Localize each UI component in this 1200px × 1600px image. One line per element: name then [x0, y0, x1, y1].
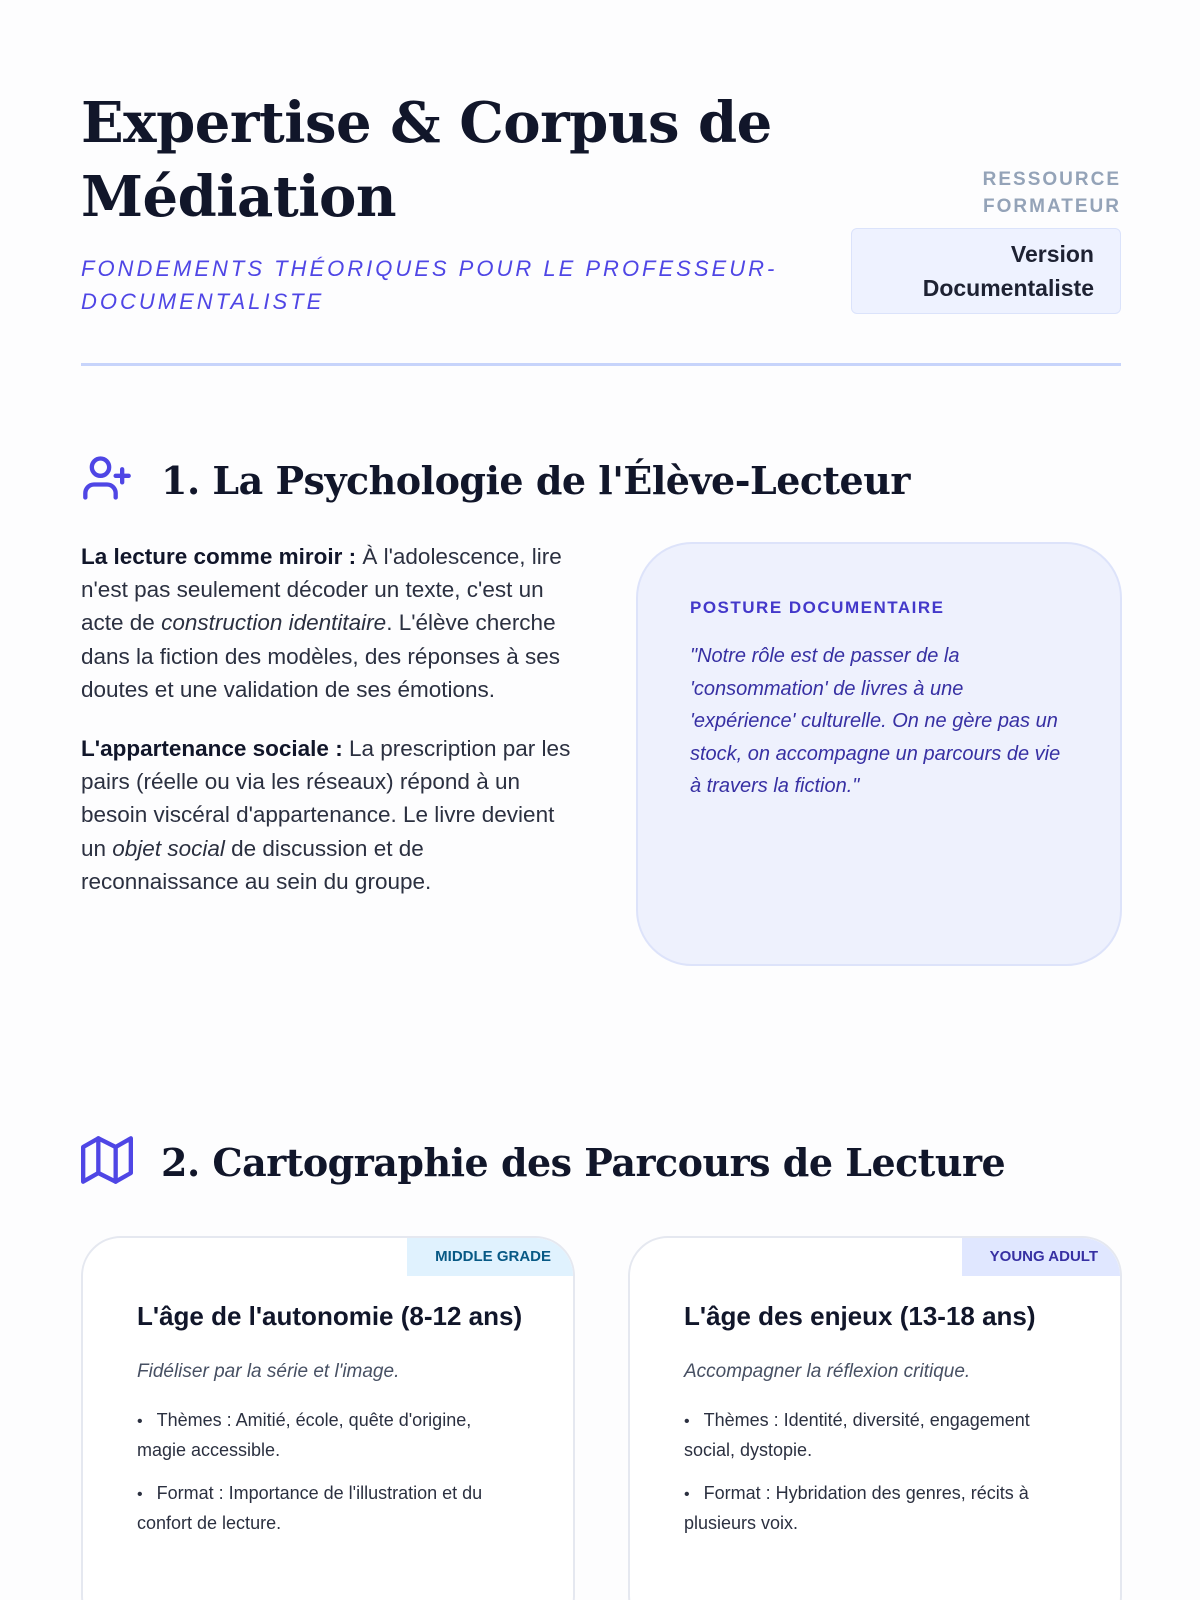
card-title: L'âge des enjeux (13-18 ans): [684, 1301, 1036, 1331]
card-list: [684, 1406, 1070, 1538]
map-icon: [81, 1134, 133, 1191]
page-header: [81, 86, 1121, 368]
header-meta: [851, 166, 1121, 314]
page-title: Expertise & Corpus de Médiation: [81, 90, 772, 230]
list-item: • Thèmes : Identité, diversité, engagement social, dystopie.: [684, 1406, 1070, 1465]
card-subtitle: Accompagner la réflexion critique.: [684, 1361, 971, 1382]
quote-label: POSTURE DOCUMENTAIRE: [690, 598, 945, 617]
young-adult-tag: YOUNG ADULT: [962, 1238, 1120, 1276]
section2-heading: [81, 1132, 1005, 1192]
section1-title: 1. La Psychologie de l'Élève-Lecteur: [161, 457, 910, 503]
paragraph-text: La prescription par les pairs (réelle ou via les réseaux) répond à un besoin viscéral d'appartenance. Le livre devient un: [81, 736, 571, 861]
section2-title: 2. Cartographie des Parcours de Lecture: [161, 1139, 1006, 1185]
paragraph-emphasis: objet social: [112, 835, 225, 861]
paragraph-text: . L'élève cherche dans la fiction des modèles, des réponses à ses doutes et une validation de ses émotions.: [81, 610, 561, 702]
page-subtitle: FONDEMENTS THÉORIQUES POUR LE PROFESSEUR-DOCUMENTALISTE: [81, 256, 778, 314]
card-title: L'âge de l'autonomie (8-12 ans): [137, 1301, 523, 1331]
paragraph-miroir: [81, 540, 571, 706]
section1-heading: [81, 450, 910, 510]
card-list: [137, 1406, 523, 1538]
version-badge: Version Documentaliste: [851, 228, 1121, 314]
posture-quote-card: [636, 542, 1122, 966]
young-adult-card: [628, 1236, 1122, 1600]
section1-text: [81, 540, 571, 924]
paragraph-lead: L'appartenance sociale :: [81, 736, 343, 762]
middle-grade-card: [81, 1236, 575, 1600]
list-item: • Format : Importance de l'illustration et du confort de lecture.: [137, 1479, 523, 1538]
middle-grade-tag: MIDDLE GRADE: [407, 1238, 573, 1276]
header-divider: [81, 363, 1121, 366]
paragraph-text: À l'adolescence, lire n'est pas seulement décoder un texte, c'est un acte de: [81, 544, 562, 636]
resource-label: RESSOURCE FORMATEUR: [982, 169, 1121, 217]
user-plus-icon: [81, 452, 133, 509]
paragraph-emphasis: construction identitaire: [161, 610, 387, 636]
quote-text: "Notre rôle est de passer de la 'consommation' de livres à une 'expérience' culturelle. On ne gère pas un stock, on accompagne un parcours de vie à travers la fiction.": [690, 645, 1061, 797]
list-item: • Thèmes : Amitié, école, quête d'origine, magie accessible.: [137, 1406, 523, 1465]
list-item: • Format : Hybridation des genres, récits à plusieurs voix.: [684, 1479, 1070, 1538]
paragraph-text: de discussion et de reconnaissance au sein du groupe.: [81, 835, 432, 894]
paragraph-appartenance: [81, 732, 571, 898]
paragraph-lead: La lecture comme miroir :: [81, 544, 357, 569]
card-subtitle: Fidéliser par la série et l'image.: [137, 1361, 400, 1382]
